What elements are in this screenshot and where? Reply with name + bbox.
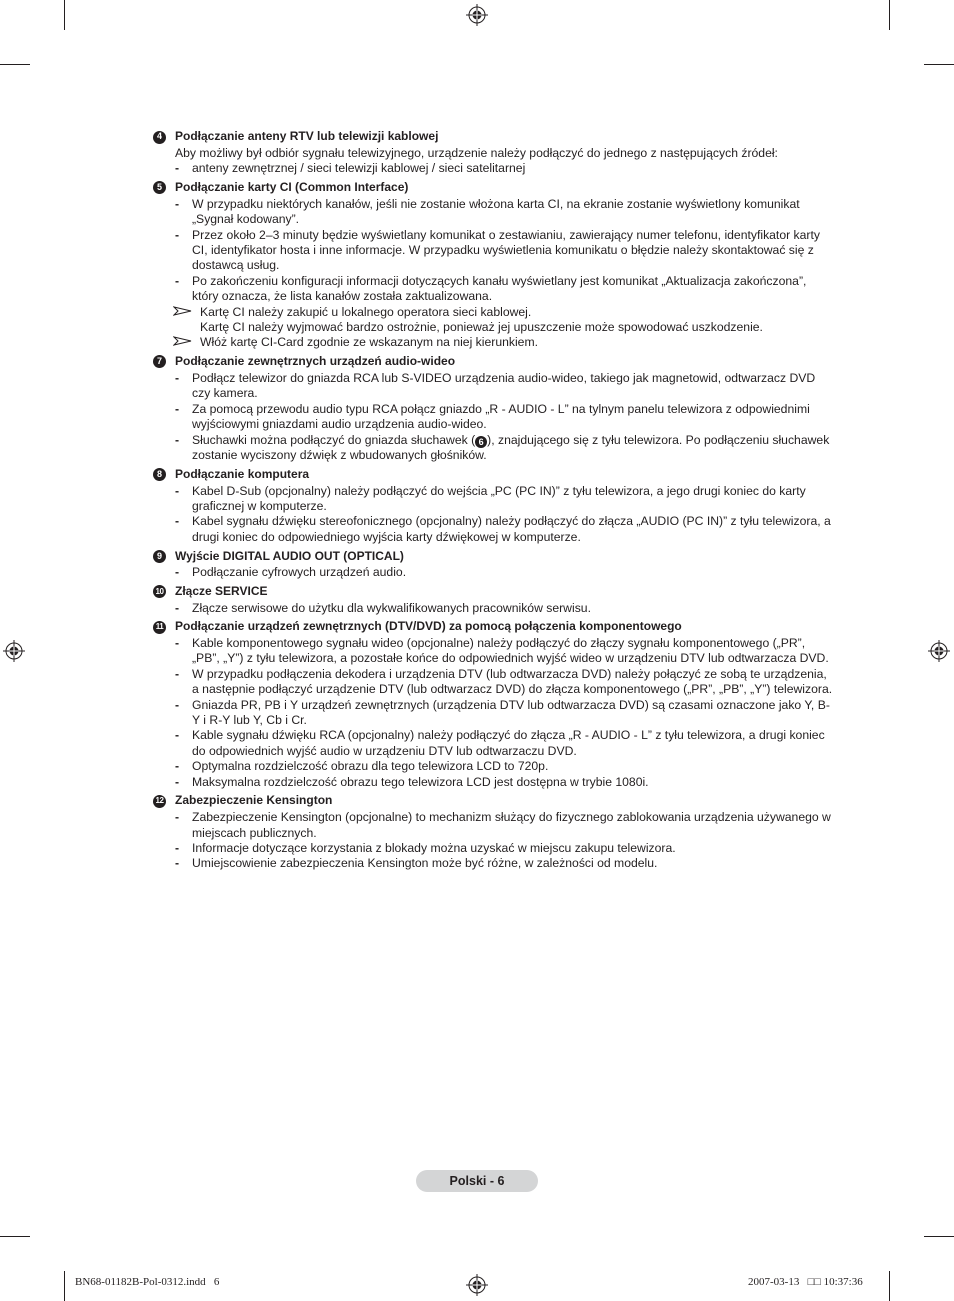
registration-mark-icon [466,1274,488,1296]
note-text: Włóż kartę CI-Card zgodnie ze wskazanym na niej kierunkiem. [200,335,538,350]
dash-bullet: - [175,810,180,825]
section-title-text: Podłączanie urządzeń zewnętrznych (DTV/DVD) za pomocą połączenia komponentowego [175,619,682,634]
section-number-badge: 4 [153,131,166,144]
list-item-text: Informacje dotyczące korzystania z blokady można uzyskać w miejscu zakupu telewizora. [192,840,676,855]
dash-bullet: - [175,514,180,529]
dash-bullet: - [175,432,180,447]
dash-bullet: - [175,774,180,789]
section-title-text: Podłączanie zewnętrznych urządzeń audio-wideo [175,354,456,369]
section-title-text: Złącze SERVICE [175,583,268,598]
list-item [153,667,833,698]
list-item [153,841,833,856]
section-title [153,467,833,483]
crop-mark [924,64,954,65]
list-item [153,484,833,515]
section-av-devices [153,354,833,464]
page-number-badge: Polski - 6 [416,1170,538,1192]
note-text: Kartę CI należy zakupić u lokalnego operatora sieci kablowej. Kartę CI należy wyjmować bardzo ostrożnie, ponieważ jej upuszczenie może spowodować uszkodzenie. [200,304,763,335]
list-item-text: Zabezpieczenie Kensington (opcjonalne) to mechanizm służący do fizycznego zablokowania urządzenia używanego w miejscach publicznych. [192,810,831,840]
section-kensington [153,793,833,872]
registration-mark-icon [928,640,950,662]
note-arrow-icon [173,305,200,317]
list-item [153,636,833,667]
section-intro: Aby możliwy był odbiór sygnału telewizyjnego, urządzenie należy podłączyć do jednego z następujących źródeł: [175,146,778,160]
list-item [153,371,833,402]
section-number-badge: 9 [153,550,166,563]
list-item [153,197,833,228]
list-item [153,759,833,774]
dash-bullet: - [175,273,180,288]
section-title-text: Wyjście DIGITAL AUDIO OUT (OPTICAL) [175,548,404,563]
note-item [153,305,833,336]
dash-bullet: - [175,697,180,712]
list-item-text: Optymalna rozdzielczość obrazu dla tego telewizora LCD to 720p. [192,759,549,774]
list-item [153,514,833,545]
section-title [153,354,833,370]
section-title [153,619,833,635]
list-item-text: Maksymalna rozdzielczość obrazu tego telewizora LCD jest dostępna w trybie 1080i. [192,774,649,789]
list-item [153,161,833,176]
headphones-text-before: Słuchawki można podłączyć do gniazda słuchawek ( [192,432,476,447]
list-item-text: Kabel D-Sub (opcjonalny) należy podłączyć do wejścia „PC (PC IN)” z tyłu telewizora, a jego drugi koniec do karty graficznej w komputerze. [192,483,806,514]
dash-bullet: - [175,483,180,498]
crop-mark [924,1236,954,1237]
dash-bullet: - [175,856,180,871]
crop-mark [889,0,890,30]
list-item-text [192,433,833,464]
list-item [153,274,833,305]
section-title-text: Podłączanie komputera [175,466,310,481]
list-item-text: Po zakończeniu konfiguracji informacji dotyczących kanału wyświetlany jest komunikat „Aktualizacja zakończona”, który oznacza, że lista kanałów została zaktualizowana. [192,273,807,304]
dash-bullet: - [175,840,180,855]
dash-bullet: - [175,370,180,385]
list-item [153,433,833,464]
file-name-slug: BN68-01182B-Pol-0312.indd 6 [75,1276,220,1288]
dash-bullet: - [175,227,180,242]
section-number-badge: 7 [153,355,166,368]
crop-mark [889,1271,890,1301]
list-item [153,565,833,580]
list-item-text: Umiejscowienie zabezpieczenia Kensington może być różne, w zależności od modelu. [192,856,658,871]
section-title [153,584,833,600]
dash-bullet: - [175,600,180,615]
section-number-badge: 12 [153,795,166,808]
list-item-text: Kabel sygnału dźwięku stereofonicznego (opcjonalny) należy podłączyć do złącza „AUDIO (PC IN)” z tyłu telewizora, a drugi koniec do odpowiedniego wyjścia karty dźwiękowej w komputerze. [192,514,831,544]
section-number-badge: 5 [153,181,166,194]
headphone-jack-number-badge: 6 [475,436,487,448]
list-item-text: Za pomocą przewodu audio typu RCA połącz gniazdo „R - AUDIO - L” na tylnym panelu telewizora z odpowiednimi wyjściowymi gniazdami audio urządzenia audio-wideo. [192,401,810,432]
section-title [153,548,833,564]
list-item-text: Gniazda PR, PB i Y urządzeń zewnętrznych (urządzenia DTV lub odtwarzacza DVD) są czasami oznaczone jako Y, B-Y i R-Y lub Y, Cb i Cr. [192,697,830,728]
page-content [153,129,833,875]
section-digital-audio-out [153,548,833,580]
section-computer [153,467,833,546]
section-component [153,619,833,790]
list-item [153,228,833,274]
dash-bullet: - [175,196,180,211]
dash-bullet: - [175,728,180,743]
dash-bullet: - [175,666,180,681]
crop-mark [0,1236,30,1237]
registration-mark-icon [3,640,25,662]
section-number-badge: 10 [153,585,166,598]
list-item-text: Złącze serwisowe do użytku dla wykwalifikowanych pracowników serwisu. [192,600,591,615]
section-title-text: Zabezpieczenie Kensington [175,793,333,808]
note-item [153,335,833,350]
list-item-text: W przypadku podłączenia dekodera i urządzenia DTV (lub odtwarzacza DVD) należy połączyć ze sobą te urządzenia, a następnie podłączyć urządzenie DTV (lub odtwarzacz DVD) do złącza komponentowego („PR”, „PB”, „Y”) telewizora. [192,666,833,697]
dash-bullet: - [175,565,180,580]
list-item-text: Kable sygnału dźwięku RCA (opcjonalny) należy podłączyć do złącza „R - AUDIO - L” z tyłu telewizora, a drugi koniec do odpowiednich wyjść audio w urządzeniu DTV lub odtwarzaczu DVD. [192,728,825,758]
section-antenna [153,129,833,177]
timestamp-slug: 2007-03-13 □□ 10:37:36 [748,1276,863,1288]
section-title-text: Podłączanie anteny RTV lub telewizji kablowej [175,129,439,144]
section-title [153,793,833,809]
list-item [153,728,833,759]
list-item-text: W przypadku niektórych kanałów, jeśli nie zostanie włożona karta CI, na ekranie zostanie wyświetlony komunikat „Sygnał kodowany”. [192,196,800,227]
crop-mark [64,1271,65,1301]
list-item [153,856,833,871]
headphones-text-after: ), znajdującego się z tyłu telewizora. Po podłączeniu słuchawek zostanie wyciszony dźwięk z wbudowanych głośników. [192,432,830,463]
section-title-text: Podłączanie karty CI (Common Interface) [175,180,409,195]
dash-bullet: - [175,636,180,651]
list-item-text: Przez około 2–3 minuty będzie wyświetlany komunikat o zestawianiu, zawierający numer telefonu, identyfikator karty CI, identyfikator hosta i inne informacje. W przypadku wyświetlenia komunikatu o błędzie należy skontaktować się z dostawcą usług. [192,227,820,273]
section-title [153,129,833,145]
list-item [153,810,833,841]
dash-bullet: - [175,759,180,774]
crop-mark [0,64,30,65]
list-item [153,698,833,729]
list-item [153,402,833,433]
registration-mark-icon [466,4,488,26]
note-arrow-icon [173,335,200,347]
list-item-text: Kable komponentowego sygnału wideo (opcjonalne) należy podłączyć do złączy sygnału komponentowego („PR”, „PB”, „Y”) z tyłu telewizora, a pozostałe końce do odpowiednich wyjść wideo w urządzeniu DTV lub odtwarzacza DVD. [192,636,829,666]
list-item-text: Podłączanie cyfrowych urządzeń audio. [192,565,407,580]
section-title [153,180,833,196]
list-item-text: Podłącz telewizor do gniazda RCA lub S-VIDEO urządzenia audio-wideo, takiego jak magnetowid, odtwarzacz DVD czy kamera. [192,370,816,401]
section-number-badge: 11 [153,621,166,634]
section-number-badge: 8 [153,468,166,481]
list-item-text: anteny zewnętrznej / sieci telewizji kablowej / sieci satelitarnej [192,161,526,176]
section-service [153,584,833,616]
dash-bullet: - [175,161,180,176]
dash-bullet: - [175,401,180,416]
list-item [153,775,833,790]
section-ci-card [153,180,833,351]
crop-mark [64,0,65,30]
list-item [153,601,833,616]
